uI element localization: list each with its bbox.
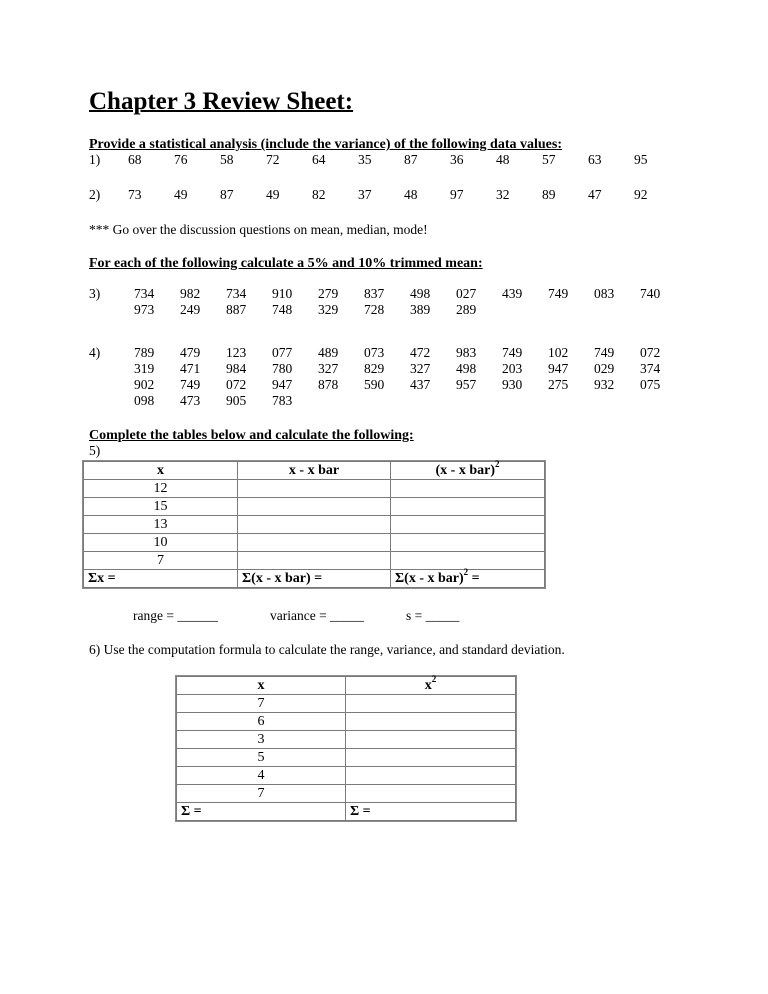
deviation-cell[interactable] <box>238 480 391 498</box>
data-value: 098 <box>134 393 155 408</box>
problem-label: 1) <box>89 152 101 167</box>
header-x: x <box>177 677 346 695</box>
table-row <box>177 785 516 803</box>
data-value: 472 <box>410 345 431 360</box>
data-value: 48 <box>496 152 510 167</box>
data-value: 47 <box>588 187 602 202</box>
deviation-cell[interactable] <box>238 534 391 552</box>
data-value: 498 <box>410 286 431 301</box>
data-value: 35 <box>358 152 372 167</box>
x-value: 12 <box>84 480 238 498</box>
section-heading-complete-tables: Complete the tables below and calculate the following: <box>89 428 414 443</box>
deviation-cell[interactable] <box>238 498 391 516</box>
data-value: 749 <box>180 377 201 392</box>
x-value: 15 <box>84 498 238 516</box>
data-value: 728 <box>364 302 385 317</box>
table-sum-row <box>84 570 545 588</box>
data-value: 289 <box>456 302 477 317</box>
data-value: 58 <box>220 152 234 167</box>
data-value: 878 <box>318 377 339 392</box>
x-value: 6 <box>177 713 346 731</box>
data-value: 479 <box>180 345 201 360</box>
computation-table <box>176 676 516 821</box>
header-deviation: x - x bar <box>238 462 391 480</box>
data-value: 902 <box>134 377 155 392</box>
problem-6-prompt: 6) Use the computation formula to calculate the range, variance, and standard deviation. <box>89 642 565 657</box>
data-value: 027 <box>456 286 477 301</box>
table-row <box>177 713 516 731</box>
data-value: 984 <box>226 361 247 376</box>
data-value: 740 <box>640 286 661 301</box>
data-value: 734 <box>134 286 155 301</box>
data-value: 97 <box>450 187 464 202</box>
data-value: 947 <box>272 377 293 392</box>
data-value: 249 <box>180 302 201 317</box>
sum-squared-deviation: Σ(x - x bar)$^2$ = <box>391 570 545 588</box>
data-value: 073 <box>364 345 385 360</box>
data-value: 473 <box>180 393 201 408</box>
x-squared-cell[interactable] <box>346 767 516 785</box>
table-row <box>177 731 516 749</box>
data-value: 982 <box>180 286 201 301</box>
sum-x: Σx = <box>84 570 238 588</box>
table-row <box>84 516 545 534</box>
data-value: 123 <box>226 345 247 360</box>
data-value: 63 <box>588 152 602 167</box>
deviation-cell[interactable] <box>238 516 391 534</box>
data-value: 49 <box>266 187 280 202</box>
section-heading-statistical-analysis: Provide a statistical analysis (include the variance) of the following data values: <box>89 137 562 152</box>
data-value: 76 <box>174 152 188 167</box>
range-answer: range = ______ <box>133 608 218 623</box>
data-value: 489 <box>318 345 339 360</box>
data-value: 102 <box>548 345 569 360</box>
x-value: 10 <box>84 534 238 552</box>
squared-deviation-cell[interactable] <box>391 498 545 516</box>
data-value: 837 <box>364 286 385 301</box>
x-value: 7 <box>177 785 346 803</box>
squared-deviation-cell[interactable] <box>391 534 545 552</box>
x-squared-cell[interactable] <box>346 695 516 713</box>
data-value: 749 <box>594 345 615 360</box>
x-squared-cell[interactable] <box>346 731 516 749</box>
header-x: x <box>84 462 238 480</box>
data-value: 789 <box>134 345 155 360</box>
sum-x: Σ = <box>177 803 346 821</box>
data-value: 64 <box>312 152 326 167</box>
data-value: 95 <box>634 152 648 167</box>
x-value: 7 <box>177 695 346 713</box>
problem-label: 3) <box>89 286 101 301</box>
data-value: 075 <box>640 377 661 392</box>
data-value: 327 <box>410 361 431 376</box>
data-value: 72 <box>266 152 280 167</box>
table-row <box>177 767 516 785</box>
data-value: 077 <box>272 345 293 360</box>
table-sum-row <box>177 803 516 821</box>
sum-deviation: Σ(x - x bar) = <box>238 570 391 588</box>
data-value: 48 <box>404 187 418 202</box>
data-value: 887 <box>226 302 247 317</box>
data-value: 389 <box>410 302 431 317</box>
data-value: 319 <box>134 361 155 376</box>
table-row <box>177 695 516 713</box>
page-title: Chapter 3 Review Sheet: <box>89 88 354 115</box>
data-value: 749 <box>502 345 523 360</box>
data-value: 498 <box>456 361 477 376</box>
header-x-squared: $x^2$ <box>346 677 516 695</box>
header-squared-deviation: (x - x bar)$^2$ <box>391 462 545 480</box>
table-row <box>84 480 545 498</box>
x-squared-cell[interactable] <box>346 749 516 767</box>
data-value: 32 <box>496 187 510 202</box>
data-value: 327 <box>318 361 339 376</box>
data-value: 734 <box>226 286 247 301</box>
section-heading-trimmed-mean: For each of the following calculate a 5% and 10% trimmed mean: <box>89 256 483 271</box>
data-value: 87 <box>404 152 418 167</box>
std-dev-answer: s = _____ <box>406 608 460 623</box>
data-value: 374 <box>640 361 661 376</box>
data-value: 910 <box>272 286 293 301</box>
data-value: 983 <box>456 345 477 360</box>
sum-x-squared: Σ = <box>346 803 516 821</box>
x-squared-cell[interactable] <box>346 713 516 731</box>
variance-answer: variance = _____ <box>270 608 364 623</box>
data-value: 973 <box>134 302 155 317</box>
data-value: 275 <box>548 377 569 392</box>
data-value: 072 <box>640 345 661 360</box>
x-squared-cell[interactable] <box>346 785 516 803</box>
data-value: 947 <box>548 361 569 376</box>
deviation-cell[interactable] <box>238 552 391 570</box>
deviation-table <box>83 461 545 588</box>
squared-deviation-cell[interactable] <box>391 480 545 498</box>
data-value: 905 <box>226 393 247 408</box>
table-row <box>177 749 516 767</box>
data-value: 829 <box>364 361 385 376</box>
data-value: 930 <box>502 377 523 392</box>
data-value: 471 <box>180 361 201 376</box>
table-row <box>84 534 545 552</box>
x-value: 5 <box>177 749 346 767</box>
x-value: 4 <box>177 767 346 785</box>
data-value: 749 <box>548 286 569 301</box>
data-value: 783 <box>272 393 293 408</box>
problem-label: 2) <box>89 187 101 202</box>
data-value: 748 <box>272 302 293 317</box>
data-value: 37 <box>358 187 372 202</box>
data-value: 89 <box>542 187 556 202</box>
note-text: *** Go over the discussion questions on mean, median, mode! <box>89 222 428 237</box>
data-value: 92 <box>634 187 648 202</box>
data-value: 439 <box>502 286 523 301</box>
data-value: 68 <box>128 152 142 167</box>
data-value: 279 <box>318 286 339 301</box>
data-value: 329 <box>318 302 339 317</box>
data-value: 072 <box>226 377 247 392</box>
data-value: 932 <box>594 377 615 392</box>
data-value: 87 <box>220 187 234 202</box>
problem-label: 4) <box>89 345 101 360</box>
x-value: 13 <box>84 516 238 534</box>
x-value: 3 <box>177 731 346 749</box>
data-value: 73 <box>128 187 142 202</box>
data-value: 029 <box>594 361 615 376</box>
data-value: 083 <box>594 286 615 301</box>
problem-5-label: 5) <box>89 443 101 458</box>
x-value: 7 <box>84 552 238 570</box>
data-value: 957 <box>456 377 477 392</box>
data-value: 590 <box>364 377 385 392</box>
table-header-row <box>177 677 516 695</box>
squared-deviation-cell[interactable] <box>391 516 545 534</box>
data-value: 36 <box>450 152 464 167</box>
data-value: 57 <box>542 152 556 167</box>
data-value: 82 <box>312 187 326 202</box>
data-value: 437 <box>410 377 431 392</box>
table-row <box>84 498 545 516</box>
table-row <box>84 552 545 570</box>
data-value: 49 <box>174 187 188 202</box>
data-value: 780 <box>272 361 293 376</box>
table-header-row <box>84 462 545 480</box>
data-value: 203 <box>502 361 523 376</box>
